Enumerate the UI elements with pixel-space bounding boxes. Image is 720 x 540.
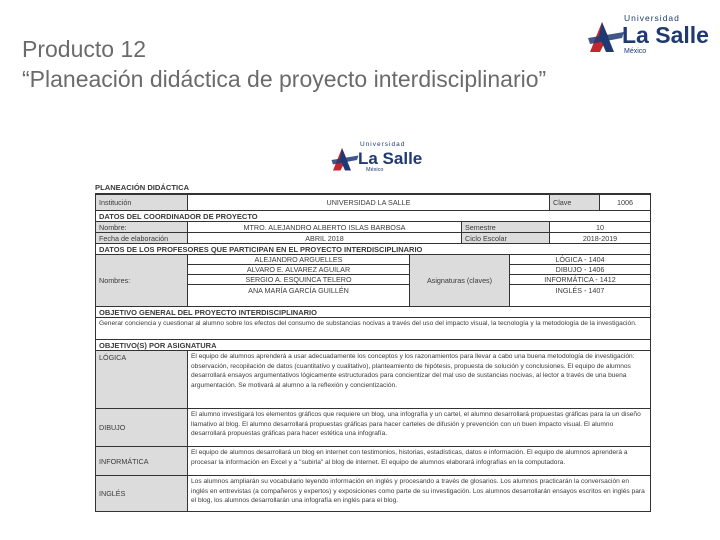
fecha-label: Fecha de elaboración — [96, 233, 188, 243]
profesores-section-title: DATOS DE LOS PROFESORES QUE PARTICIPAN EN EL PROYECTO INTERDISCIPLINARIO — [95, 244, 651, 255]
objetivo-row-dibujo — [95, 409, 651, 447]
objetivo-text: El alumno investigará los elementos gráficos que requiere un blog, una infografía y un cartel, el alumno desarrollará propuestas gráficas para la un diseño llamativo al blog. El alumno desarrollará propuestas gráficas para hacer carteles de difusión y prevención con un buen impacto visual. El alumno desarrollará propuestas gráficas para hacer estética una infografía. — [191, 411, 641, 438]
semestre-label: Semestre — [462, 222, 550, 232]
nombre-value: MTRO. ALEJANDRO ALBERTO ISLAS BARBOSA — [188, 222, 462, 232]
asignatura-item: LÓGICA - 1404 — [510, 255, 650, 265]
objetivo-text: El equipo de alumnos aprenderá a usar adecuadamente los conceptos y los razonamientos para llevar a cabo una buena metodología de investigación: observación, recopilación de datos (cuantitativo y cualitativo), planteamiento de hipótesis, propuesta de solución y conclusiones. El equipo de alumnos desarrollará ensayos argumentativos lógicamente estructurados para concientizar del mal uso de sustancias nocivas, al lector a través de una buena argumentación. Se motivará al alumno a la reflexión y concientización. — [191, 353, 635, 389]
objetivo-general-text: Generar conciencia y cuestionar al alumno sobre los efectos del consumo de substancias nocivas a través del uso del impacto visual, la tecnología y la metodología de la investigación. — [99, 320, 637, 327]
objetivo-text: Los alumnos ampliarán su vocabulario leyendo información en inglés y procesando a través de glosarios. Los alumnos practicarán la conversación en inglés en entrevistas (a compañeros y expertos) y exposiciones como parte de su investigación. Los alumnos desarrollarán ensayos escritos en inglés para el blog, los alumnos desarrollarán una infografía en inglés para el blog. — [191, 478, 645, 505]
ciclo-value: 2018-2019 — [582, 233, 618, 243]
slide-title-line1: Producto 12 — [22, 36, 147, 62]
semestre-value: 10 — [596, 222, 604, 232]
objetivo-row-informatica — [95, 447, 651, 476]
slide-title-line2: “Planeación didáctica de proyecto interdisciplinario” — [22, 66, 547, 92]
ciclo-label: Ciclo Escolar — [462, 233, 550, 243]
institucion-row — [95, 194, 651, 211]
logo-brand-text: La Salle — [358, 148, 423, 168]
logo-brand-text: La Salle — [622, 21, 709, 48]
asignatura-item: DIBUJO - 1406 — [510, 265, 650, 275]
asignaturas-list — [510, 255, 650, 306]
logo-universidad-text: Universidad — [360, 141, 406, 148]
clave-value: 1006 — [617, 198, 633, 207]
fecha-row — [95, 233, 651, 244]
slide-title — [22, 34, 546, 94]
objetivo-subject: LÓGICA — [96, 351, 188, 408]
objetivo-general-section-title: OBJETIVO GENERAL DEL PROYECTO INTERDISCIPLINARIO — [95, 307, 651, 318]
nombre-label: Nombre: — [96, 222, 188, 232]
coordinator-section-title: DATOS DEL COORDINADOR DE PROYECTO — [95, 211, 651, 222]
profesor-item: ANA MARÍA GARCÍA GUILLÉN — [248, 285, 349, 295]
objetivos-section-title: OBJETIVO(S) POR ASIGNATURA — [95, 340, 651, 351]
nombre-row — [95, 222, 651, 233]
asignatura-item: INFORMÁTICA - 1412 — [510, 275, 650, 285]
objetivo-general-row — [95, 318, 651, 340]
la-salle-logo-document — [330, 142, 422, 173]
la-salle-star-icon — [586, 18, 626, 54]
nombres-label: Nombres: — [96, 255, 188, 306]
planeacion-document — [95, 182, 651, 512]
profesor-item: SERGIO A. ESQUINCA TELERO — [188, 275, 409, 285]
la-salle-star-icon — [330, 145, 360, 172]
asignaturas-label: Asignaturas (claves) — [410, 255, 510, 306]
objetivo-text: El equipo de alumnos desarrollará un blog en internet con testimonios, historias, estadísticas, datos e información. El equipo de alumnos aprenderá a procesar la información en Excel y a "subirla" al blog de internet. El equipo de alumnos elaborará infografías en la computadora. — [191, 449, 628, 466]
fecha-value: ABRIL 2018 — [188, 233, 462, 243]
logo-country-text: México — [366, 166, 384, 173]
institucion-value: UNIVERSIDAD LA SALLE — [188, 195, 550, 210]
profesores-list — [188, 255, 410, 306]
asignatura-item: INGLÉS - 1407 — [555, 285, 605, 295]
profesor-item: ALVARO E. ALVAREZ AGUILAR — [188, 265, 409, 275]
objetivo-subject: INGLÉS — [96, 476, 188, 511]
profesor-item: ALEJANDRO ARGUELLES — [188, 255, 409, 265]
la-salle-logo-top — [586, 14, 709, 55]
clave-label: Clave — [550, 195, 600, 210]
logo-universidad-text: Universidad — [624, 13, 680, 23]
objetivo-subject: INFORMÁTICA — [96, 447, 188, 475]
doc-heading: PLANEACIÓN DIDÁCTICA — [95, 182, 651, 194]
logo-country-text: México — [624, 47, 647, 55]
objetivo-subject: DIBUJO — [96, 409, 188, 446]
profesores-row — [95, 255, 651, 307]
objetivo-row-logica — [95, 351, 651, 409]
institucion-label: Institución — [96, 195, 188, 210]
objetivo-row-ingles — [95, 476, 651, 512]
